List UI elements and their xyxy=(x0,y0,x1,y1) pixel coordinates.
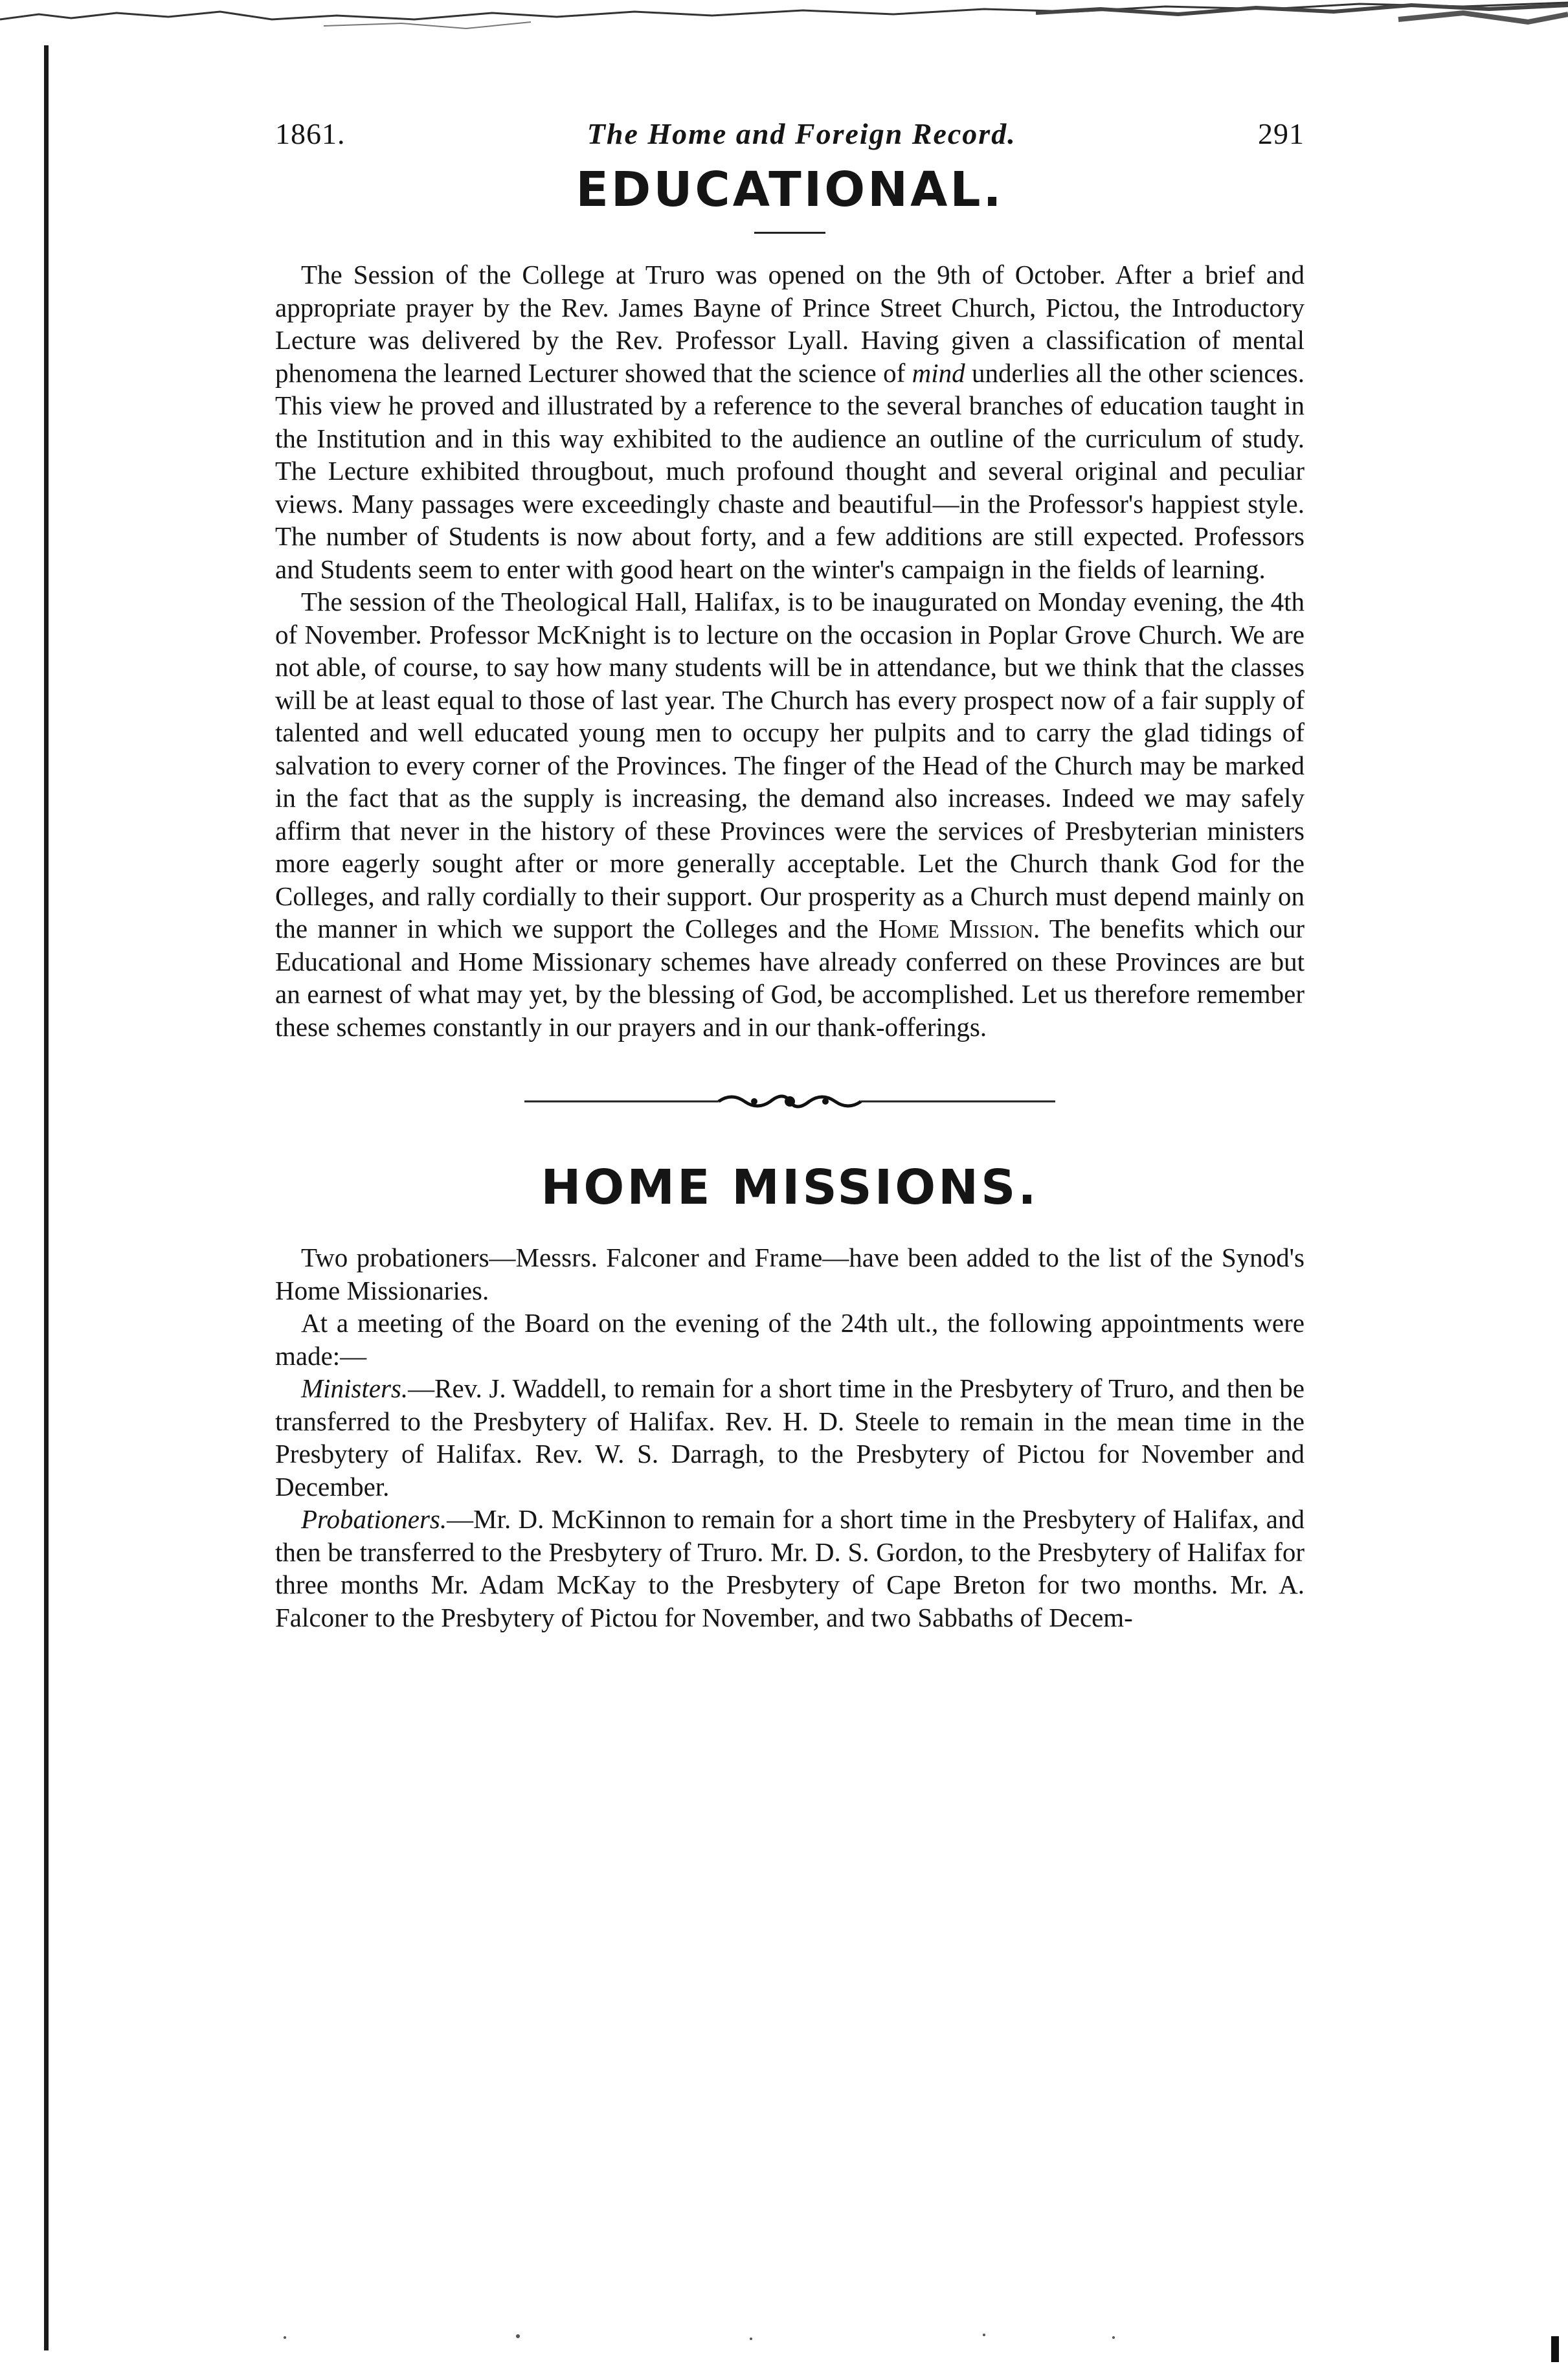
header-title: The Home and Foreign Record. xyxy=(587,117,1016,150)
home-missions-section xyxy=(275,1241,1305,1634)
scan-bottom-specks xyxy=(0,2325,1568,2366)
educational-p2-smallcaps: Home Mission. xyxy=(878,914,1040,943)
probationers-text: —Mr. D. McKinnon to remain for a short time in the Presbytery of Halifax, and then be transferred to the Presbytery of Truro. Mr. D. S. Gordon, to the Presbytery of Halifax for three months Mr. Adam McKay to the Presbytery of Cape Breton for two months. Mr. A. Falconer to the Presbytery of Pictou for November, and two Sabbaths of Decem- xyxy=(275,1504,1305,1632)
educational-section xyxy=(275,258,1305,1043)
educational-p2-continuation: The benefits which our Educational and Home Missionary schemes have already conferred on these Provinces are but an earnest of what may yet, by the blessing of God, be accomplished. Let us therefore remember these schemes constantly in our prayers and in our thank-offerings. xyxy=(275,914,1305,1042)
running-header xyxy=(275,117,1305,162)
educational-p2-text: The session of the Theological Hall, Halifax, is to be inaugurated on Monday evening, the 4th of November. Professor McKnight is to lecture on the occasion in Poplar Grove Church. We are not able, of course, to say how many students will be in attendance, but we think that the classes will be at least equal to those of last year. The Church has every prospect now of a fair supply of talented and well educated young men to occupy her pulpits and to carry the glad tidings of salvation to every corner of the Provinces. The finger of the Head of the Church may be marked in the fact that as the supply is increasing, the demand also increases. Indeed we may safely affirm that never in the history of these Provinces were the services of Presbyterian ministers more eagerly sought after or more generally acceptable. Let the Church thank God for the Colleges, and rally cordially to their support. Our prosperity as a Church must depend mainly on the manner in which we support the Colleges and the xyxy=(275,587,1305,943)
probationers-label: Probationers. xyxy=(301,1504,447,1534)
header-year: 1861. xyxy=(275,117,346,150)
educational-p1-emphasis: mind xyxy=(912,357,965,388)
home-missions-heading: HOME MISSIONS. xyxy=(541,1160,1039,1215)
heading-rule xyxy=(754,232,825,234)
ministers-text: —Rev. J. Waddell, to remain for a short time in the Presbytery of Truro, and then be transferred to the Presbytery of Halifax. Rev. H. D. Steele to remain in the mean time in the Presbytery of Halifax. Rev. W. S. Darragh, to the Presbytery of Pictou for November and December. xyxy=(275,1373,1305,1502)
educational-p1-continuation: underlies all the other sciences. This view he proved and illustrated by a reference to the several branches of education taught in the Institution and in this way exhibited to the audience an outline of the curriculum of study. The Lecture exhibited througbout, much profound thought and several original and peculiar views. Many passages were exceedingly chaste and beautiful—in the Professor's happiest style. The number of Students is now about forty, and a few additions are still expected. Professors and Students seem to enter with good heart on the winter's campaign in the fields of learning. xyxy=(275,357,1305,584)
home-missions-paragraph-4 xyxy=(275,1503,1305,1634)
home-missions-paragraph-3 xyxy=(275,1372,1305,1503)
binding-edge xyxy=(44,45,49,2350)
ministers-label: Ministers. xyxy=(301,1373,409,1403)
home-missions-paragraph-2: At a meeting of the Board on the evening of the 24th ult., the following appointments were made:— xyxy=(275,1308,1305,1371)
header-page-number: 291 xyxy=(1257,117,1305,150)
scan-edge-noise xyxy=(0,0,1568,71)
educational-paragraph-1 xyxy=(275,258,1305,585)
page xyxy=(275,117,1305,1634)
section-divider-ornament xyxy=(524,1088,1055,1114)
educational-heading: EDUCATIONAL. xyxy=(576,162,1004,218)
educational-paragraph-2 xyxy=(275,585,1305,1043)
home-missions-paragraph-1: Two probationers—Messrs. Falconer and Frame—have been added to the list of the Synod's Home Missionaries. xyxy=(275,1243,1305,1305)
educational-p1-text: The Session of the College at Truro was opened on the 9th of October. After a brief and appropriate prayer by the Rev. James Bayne of Prince Street Church, Pictou, the Introductory Lecture was delivered by the Rev. Professor Lyall. Having given a classification of mental phenomena the learned Lecturer showed that the science of xyxy=(275,260,1305,388)
